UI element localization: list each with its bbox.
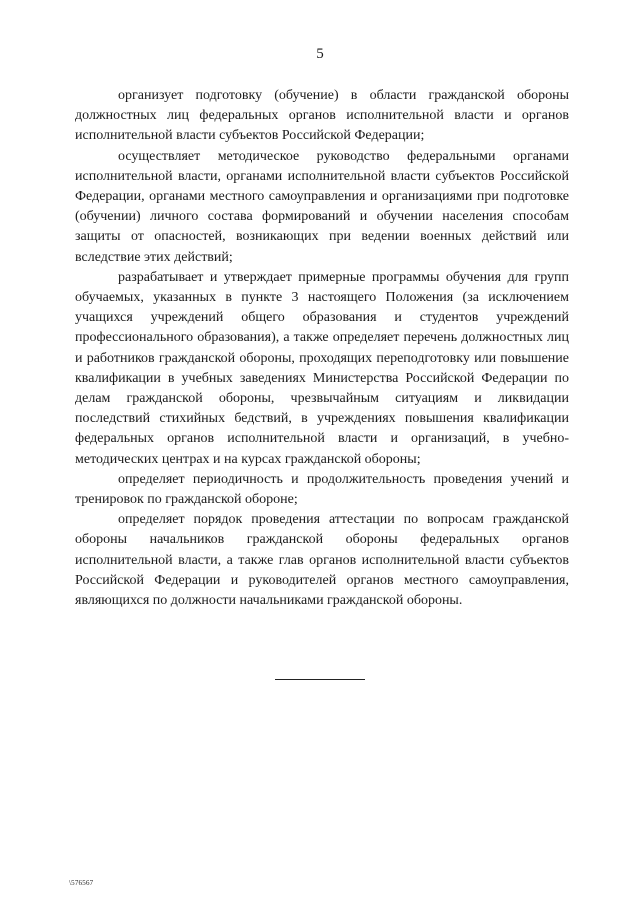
paragraph: осуществляет методическое руководство федеральными органами исполнительной власти, органами исполнительной власти субъектов Российской Федерации, органами местного самоуправления и организациями при подготовке (обучении) личного состава формирований и обучении населения способам защиты от опасностей, возникающих при ведении военных действий или вследствие этих действий; <box>75 148 569 265</box>
paragraph: определяет порядок проведения аттестации по вопросам гражданской обороны начальников гражданской обороны федеральных органов исполнительной власти, а также глав органов исполнительной власти субъектов Российской Федерации и руководителей органов местного самоуправления, являющихся по должности начальниками гражданской обороны. <box>75 512 569 609</box>
document-body <box>75 86 569 611</box>
paragraph: разрабатывает и утверждает примерные программы обучения для групп обучаемых, указанных в пункте 3 настоящего Положения (за исключением учащихся учреждений общего образования и студентов учреждений профессионального образования), а также определяет перечень должностных лиц и работников гражданской обороны, проходящих переподготовку или повышение квалификации в учебных заведениях Министерства Российской Федерации по делам гражданской обороны, чрезвычайным ситуациям и ликвидации последствий стихийных бедствий, в учреждениях повышения квалификации федеральных органов исполнительной власти и организаций, в учебно-методических центрах и на курсах гражданской обороны; <box>75 269 569 467</box>
paragraph: определяет периодичность и продолжительность проведения учений и тренировок по гражданской обороне; <box>75 471 569 508</box>
footer-document-code: \576567 <box>69 879 94 887</box>
end-divider <box>275 679 365 680</box>
paragraph: организует подготовку (обучение) в области гражданской обороны должностных лиц федеральных органов исполнительной власти и органов исполнительной власти субъектов Российской Федерации; <box>75 88 569 144</box>
page-number: 5 <box>316 46 324 62</box>
